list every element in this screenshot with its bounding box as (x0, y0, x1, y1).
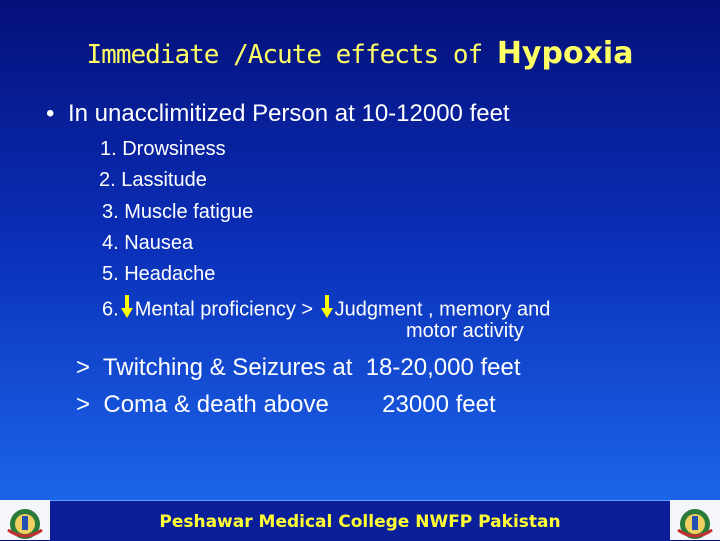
item6-number: 6. (102, 298, 119, 321)
slide-title (0, 36, 720, 71)
sub-point (76, 354, 521, 382)
bullet-symbol: • (46, 100, 55, 127)
list-item: 3. Muscle fatigue (102, 201, 254, 223)
main-bullet (46, 100, 510, 128)
down-arrow-icon (121, 295, 133, 325)
sub-marker: > (76, 391, 91, 418)
list-item: 5. Headache (102, 263, 216, 285)
sub-marker: > (76, 354, 91, 381)
list-item: 2. Lassitude (99, 169, 207, 191)
sub-point (76, 391, 496, 419)
title-emphasis: Hypoxia (496, 36, 634, 71)
footer-text: Peshawar Medical College NWFP Pakistan (159, 512, 561, 532)
list-item: 4. Nausea (102, 232, 194, 254)
title-text: Immediate /Acute effects of (86, 40, 497, 70)
sub-text: Coma & death above 23000 feet (103, 391, 496, 418)
item6-text: Mental proficiency > (134, 298, 314, 321)
item6-continuation: motor activity (406, 320, 524, 342)
list-item: 1. Drowsiness (100, 138, 226, 160)
college-emblem-icon (0, 500, 50, 540)
item6-rest: Judgment , memory and (334, 298, 551, 321)
sub-text: Twitching & Seizures at 18-20,000 feet (102, 354, 521, 381)
down-arrow-icon (321, 295, 333, 325)
bullet-text: In unacclimitized Person at 10-12000 feet (68, 100, 510, 127)
college-emblem-icon (670, 500, 720, 540)
